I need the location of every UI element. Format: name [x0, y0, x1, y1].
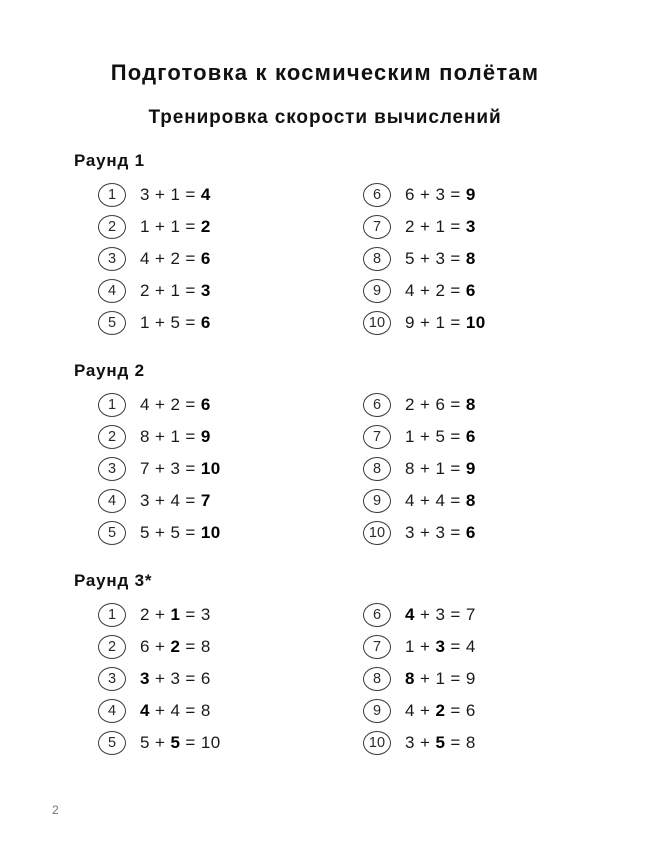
- task-number-badge: 2: [98, 215, 126, 239]
- task-row: [98, 389, 325, 421]
- task-number-badge: 3: [98, 457, 126, 481]
- task-column-left: [52, 389, 325, 549]
- task-number-badge: 10: [363, 311, 391, 335]
- task-number-badge: 4: [98, 699, 126, 723]
- task-row: [98, 307, 325, 339]
- task-number-badge: 6: [363, 603, 391, 627]
- task-expression: 8 + 1 = 9: [140, 427, 211, 447]
- task-number-badge: 9: [363, 699, 391, 723]
- task-number-badge: 6: [363, 183, 391, 207]
- task-expression: 5 + 3 = 8: [405, 249, 476, 269]
- task-expression: 4 + 2 = 6: [140, 249, 211, 269]
- task-expression: 1 + 5 = 6: [140, 313, 211, 333]
- task-number-badge: 9: [363, 489, 391, 513]
- task-row: [98, 695, 325, 727]
- task-row: [363, 421, 598, 453]
- task-row: [98, 727, 325, 759]
- task-number-badge: 7: [363, 635, 391, 659]
- task-expression: 5 + 5 = 10: [140, 733, 221, 753]
- task-number-badge: 8: [363, 667, 391, 691]
- task-number-badge: 5: [98, 311, 126, 335]
- round-title: Раунд 1: [74, 151, 145, 171]
- task-row: [98, 631, 325, 663]
- task-expression: 3 + 3 = 6: [140, 669, 211, 689]
- task-row: [98, 517, 325, 549]
- task-row: [363, 179, 598, 211]
- task-row: [98, 179, 325, 211]
- task-number-badge: 1: [98, 183, 126, 207]
- task-expression: 1 + 1 = 2: [140, 217, 211, 237]
- task-number-badge: 1: [98, 393, 126, 417]
- task-row: [363, 389, 598, 421]
- task-expression: 4 + 2 = 6: [140, 395, 211, 415]
- task-row: [98, 485, 325, 517]
- task-row: [363, 307, 598, 339]
- task-row: [363, 211, 598, 243]
- task-row: [98, 663, 325, 695]
- task-row: [363, 453, 598, 485]
- task-column-right: [325, 599, 598, 759]
- round-title: Раунд 2: [74, 361, 145, 381]
- round-section: [52, 151, 598, 339]
- task-expression: 6 + 2 = 8: [140, 637, 211, 657]
- task-number-badge: 9: [363, 279, 391, 303]
- task-row: [98, 211, 325, 243]
- task-number-badge: 3: [98, 247, 126, 271]
- task-expression: 2 + 1 = 3: [140, 605, 211, 625]
- task-number-badge: 2: [98, 635, 126, 659]
- task-row: [363, 275, 598, 307]
- task-number-badge: 7: [363, 215, 391, 239]
- task-number-badge: 4: [98, 489, 126, 513]
- task-number-badge: 10: [363, 731, 391, 755]
- page-subtitle: Тренировка скорости вычислений: [148, 107, 502, 129]
- task-expression: 5 + 5 = 10: [140, 523, 221, 543]
- task-row: [363, 727, 598, 759]
- task-expression: 4 + 4 = 8: [140, 701, 211, 721]
- task-expression: 4 + 3 = 7: [405, 605, 476, 625]
- task-row: [363, 663, 598, 695]
- task-number-badge: 7: [363, 425, 391, 449]
- task-number-badge: 6: [363, 393, 391, 417]
- task-row: [98, 421, 325, 453]
- task-expression: 6 + 3 = 9: [405, 185, 476, 205]
- round-columns: [52, 599, 598, 759]
- task-number-badge: 3: [98, 667, 126, 691]
- task-expression: 3 + 3 = 6: [405, 523, 476, 543]
- task-expression: 8 + 1 = 9: [405, 459, 476, 479]
- task-expression: 3 + 4 = 7: [140, 491, 211, 511]
- task-row: [363, 631, 598, 663]
- task-expression: 1 + 3 = 4: [405, 637, 476, 657]
- task-row: [363, 243, 598, 275]
- task-column-left: [52, 179, 325, 339]
- task-expression: 2 + 1 = 3: [405, 217, 476, 237]
- task-expression: 7 + 3 = 10: [140, 459, 221, 479]
- task-row: [363, 695, 598, 727]
- task-expression: 4 + 2 = 6: [405, 701, 476, 721]
- task-number-badge: 5: [98, 731, 126, 755]
- task-number-badge: 8: [363, 457, 391, 481]
- task-row: [98, 453, 325, 485]
- task-number-badge: 10: [363, 521, 391, 545]
- round-title: Раунд 3*: [74, 571, 153, 591]
- task-number-badge: 5: [98, 521, 126, 545]
- page-title: Подготовка к космическим полётам: [110, 60, 540, 85]
- task-row: [363, 599, 598, 631]
- round-columns: [52, 389, 598, 549]
- rounds-container: [52, 151, 598, 759]
- round-section: [52, 571, 598, 759]
- task-number-badge: 2: [98, 425, 126, 449]
- task-row: [98, 599, 325, 631]
- task-column-right: [325, 179, 598, 339]
- task-column-right: [325, 389, 598, 549]
- task-row: [363, 517, 598, 549]
- task-expression: 4 + 4 = 8: [405, 491, 476, 511]
- task-expression: 9 + 1 = 10: [405, 313, 486, 333]
- page-number: 2: [52, 803, 59, 817]
- task-expression: 8 + 1 = 9: [405, 669, 476, 689]
- task-expression: 1 + 5 = 6: [405, 427, 476, 447]
- task-row: [98, 243, 325, 275]
- round-columns: [52, 179, 598, 339]
- task-expression: 2 + 6 = 8: [405, 395, 476, 415]
- task-expression: 3 + 1 = 4: [140, 185, 211, 205]
- task-expression: 3 + 5 = 8: [405, 733, 476, 753]
- task-number-badge: 4: [98, 279, 126, 303]
- task-number-badge: 8: [363, 247, 391, 271]
- task-expression: 2 + 1 = 3: [140, 281, 211, 301]
- task-column-left: [52, 599, 325, 759]
- task-row: [363, 485, 598, 517]
- round-section: [52, 361, 598, 549]
- task-row: [98, 275, 325, 307]
- task-number-badge: 1: [98, 603, 126, 627]
- task-expression: 4 + 2 = 6: [405, 281, 476, 301]
